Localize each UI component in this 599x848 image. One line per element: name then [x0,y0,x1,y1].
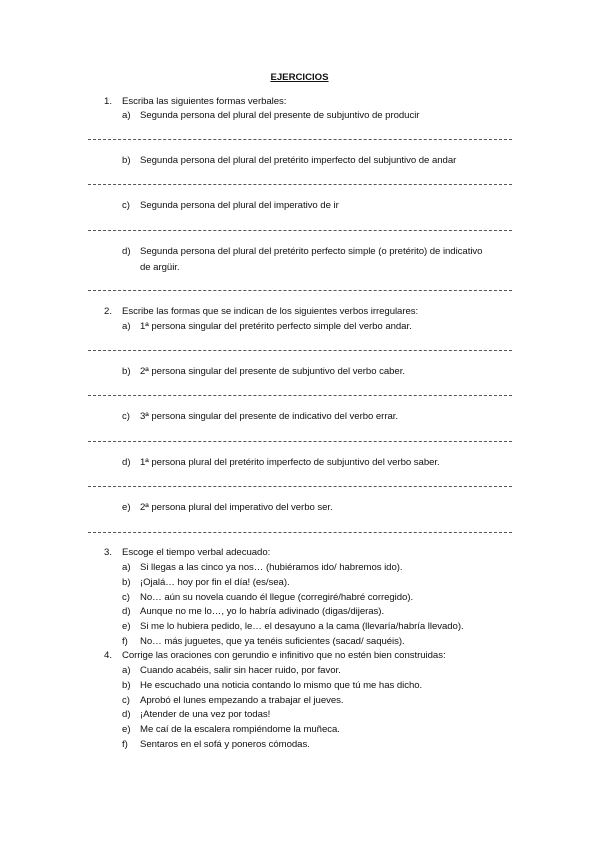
item-letter: d) [122,246,131,257]
item-text: ¡Atender de una vez por todas! [140,709,271,720]
item-letter: b) [122,155,131,166]
item-text-continued: de argüir. [140,262,180,273]
answer-line [88,532,512,533]
answer-line [88,230,512,231]
item-letter: c) [122,592,130,603]
item-letter: e) [122,724,131,735]
section-heading: Escriba las siguientes formas verbales: [122,96,287,107]
item-letter: d) [122,606,131,617]
answer-line [88,184,512,185]
item-text: Segunda persona del plural del pretérito imperfecto del subjuntivo de andar [140,155,457,166]
item-letter: c) [122,695,130,706]
item-text: Me caí de la escalera rompiéndome la muñeca. [140,724,340,735]
item-text: He escuchado una noticia contando lo mismo que tú me has dicho. [140,680,423,691]
item-text: 1ª persona singular del pretérito perfecto simple del verbo andar. [140,321,412,332]
item-text: Sentaros en el sofá y poneros cómodas. [140,739,310,750]
item-letter: a) [122,665,131,676]
answer-line [88,486,512,487]
section-number: 3. [104,547,113,558]
item-letter: a) [122,321,131,332]
item-letter: f) [122,739,128,750]
section-heading: Corrige las oraciones con gerundio e infinitivo que no estén bien construidas: [122,650,446,661]
section-heading: Escribe las formas que se indican de los siguientes verbos irregulares: [122,306,419,317]
item-letter: e) [122,621,131,632]
answer-line [88,441,512,442]
answer-line [88,350,512,351]
answer-line [88,395,512,396]
item-text: Segunda persona del plural del imperativo de ir [140,200,339,211]
item-text: Aunque no me lo…, yo lo habría adivinado (digas/dijeras). [140,606,385,617]
section-number: 4. [104,650,113,661]
item-letter: b) [122,680,131,691]
item-text: ¡Ojalá… hoy por fin el día! (es/sea). [140,577,290,588]
answer-line [88,290,512,291]
item-text: Segunda persona del plural del presente de subjuntivo de producir [140,110,420,121]
item-letter: c) [122,411,130,422]
section-number: 1. [104,96,113,107]
item-letter: b) [122,366,131,377]
section-heading: Escoge el tiempo verbal adecuado: [122,547,271,558]
page-title: EJERCICIOS [270,72,329,83]
item-text: 3ª persona singular del presente de indicativo del verbo errar. [140,411,398,422]
item-letter: f) [122,636,128,647]
item-text: Si me lo hubiera pedido, le… el desayuno a la cama (llevaría/habría llevado). [140,621,464,632]
item-letter: b) [122,577,131,588]
answer-line [88,139,512,140]
item-text: Aprobó el lunes empezando a trabajar el jueves. [140,695,344,706]
item-text: 1ª persona plural del pretérito imperfecto de subjuntivo del verbo saber. [140,457,440,468]
item-text: No… aún su novela cuando él llegue (corregiré/habré corregido). [140,592,414,603]
item-letter: c) [122,200,130,211]
item-text: Segunda persona del plural del pretérito perfecto simple (o pretérito) de indicativo [140,246,483,257]
item-letter: a) [122,110,131,121]
item-letter: e) [122,502,131,513]
item-letter: d) [122,457,131,468]
item-text: 2ª persona plural del imperativo del verbo ser. [140,502,333,513]
item-letter: a) [122,562,131,573]
item-text: No… más juguetes, que ya tenéis suficientes (sacad/ saquéis). [140,636,405,647]
item-letter: d) [122,709,131,720]
item-text: Cuando acabéis, salir sin hacer ruido, por favor. [140,665,341,676]
section-number: 2. [104,306,113,317]
item-text: Si llegas a las cinco ya nos… (hubiéramos ido/ habremos ido). [140,562,403,573]
item-text: 2ª persona singular del presente de subjuntivo del verbo caber. [140,366,405,377]
